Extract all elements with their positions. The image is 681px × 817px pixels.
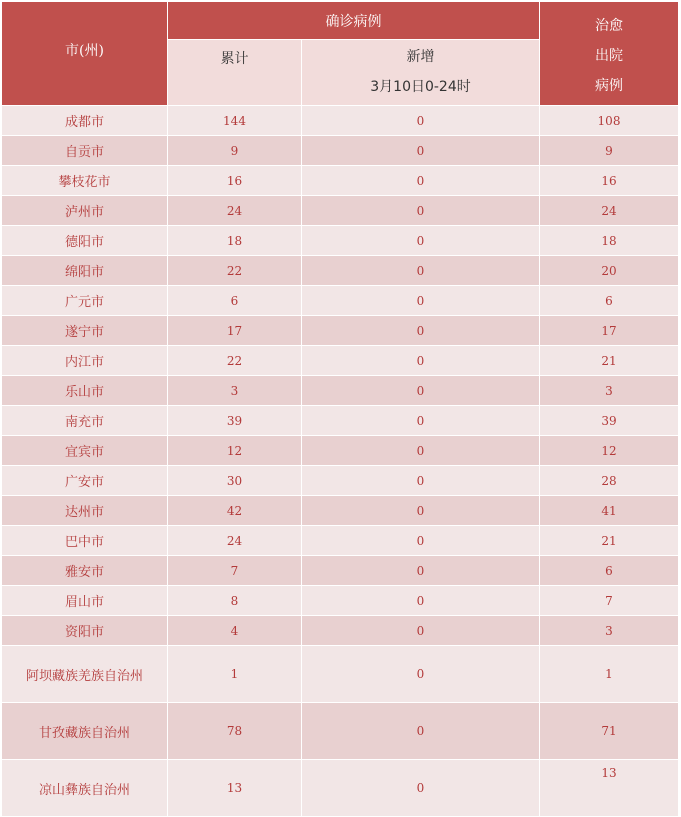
new-cell: 0 (302, 526, 540, 556)
cumulative-cell: 13 (168, 760, 302, 817)
city-cell: 巴中市 (2, 526, 168, 556)
cumulative-cell: 6 (168, 286, 302, 316)
recovered-cell: 1 (540, 646, 679, 703)
cumulative-cell: 18 (168, 226, 302, 256)
city-cell: 自贡市 (2, 136, 168, 166)
header-cumulative: 累计 (168, 40, 302, 106)
cumulative-cell: 4 (168, 616, 302, 646)
recovered-cell: 18 (540, 226, 679, 256)
new-cell: 0 (302, 376, 540, 406)
new-cell: 0 (302, 703, 540, 760)
recovered-cell: 9 (540, 136, 679, 166)
city-cell: 乐山市 (2, 376, 168, 406)
cumulative-cell: 3 (168, 376, 302, 406)
new-cell: 0 (302, 436, 540, 466)
recovered-cell: 12 (540, 436, 679, 466)
city-cell: 眉山市 (2, 586, 168, 616)
city-cell: 内江市 (2, 346, 168, 376)
recovered-cell: 17 (540, 316, 679, 346)
recovered-cell: 6 (540, 556, 679, 586)
city-cell: 绵阳市 (2, 256, 168, 286)
new-cell: 0 (302, 106, 540, 136)
header-recovered-line-1: 治愈 (595, 17, 623, 34)
cumulative-cell: 22 (168, 256, 302, 286)
city-cell: 广安市 (2, 466, 168, 496)
cumulative-cell: 78 (168, 703, 302, 760)
city-cell: 甘孜藏族自治州 (2, 703, 168, 760)
city-cell: 资阳市 (2, 616, 168, 646)
recovered-cell: 13 (540, 760, 679, 817)
city-cell: 宜宾市 (2, 436, 168, 466)
new-cell: 0 (302, 316, 540, 346)
recovered-cell: 21 (540, 346, 679, 376)
recovered-cell: 24 (540, 196, 679, 226)
new-cell: 0 (302, 346, 540, 376)
recovered-cell: 71 (540, 703, 679, 760)
new-cell: 0 (302, 166, 540, 196)
header-recovered-line-3: 病例 (595, 77, 623, 94)
cumulative-cell: 16 (168, 166, 302, 196)
cumulative-cell: 39 (168, 406, 302, 436)
cumulative-cell: 8 (168, 586, 302, 616)
city-cell: 达州市 (2, 496, 168, 526)
new-cell: 0 (302, 616, 540, 646)
header-city: 市(州) (2, 2, 168, 106)
city-cell: 遂宁市 (2, 316, 168, 346)
cumulative-cell: 17 (168, 316, 302, 346)
new-cell: 0 (302, 406, 540, 436)
city-cell: 凉山彝族自治州 (2, 760, 168, 817)
cumulative-cell: 9 (168, 136, 302, 166)
new-cell: 0 (302, 136, 540, 166)
city-cell: 泸州市 (2, 196, 168, 226)
new-cell: 0 (302, 496, 540, 526)
cumulative-cell: 30 (168, 466, 302, 496)
recovered-cell: 108 (540, 106, 679, 136)
cumulative-cell: 1 (168, 646, 302, 703)
cumulative-cell: 144 (168, 106, 302, 136)
cumulative-cell: 7 (168, 556, 302, 586)
city-cell: 广元市 (2, 286, 168, 316)
city-cell: 雅安市 (2, 556, 168, 586)
cumulative-cell: 12 (168, 436, 302, 466)
header-recovered-line-2: 出院 (595, 47, 623, 64)
recovered-cell: 16 (540, 166, 679, 196)
new-cell: 0 (302, 286, 540, 316)
recovered-cell: 3 (540, 616, 679, 646)
recovered-cell: 41 (540, 496, 679, 526)
header-new-label: 新增 (406, 49, 435, 65)
recovered-cell: 7 (540, 586, 679, 616)
recovered-cell: 20 (540, 256, 679, 286)
cumulative-cell: 24 (168, 196, 302, 226)
city-cell: 南充市 (2, 406, 168, 436)
covid-cases-table (2, 2, 679, 817)
new-cell: 0 (302, 586, 540, 616)
cumulative-cell: 22 (168, 346, 302, 376)
new-cell: 0 (302, 646, 540, 703)
new-cell: 0 (302, 466, 540, 496)
recovered-cell: 28 (540, 466, 679, 496)
header-confirmed: 确诊病例 (168, 2, 540, 40)
header-date: 3月10日0-24时 (370, 79, 471, 95)
new-cell: 0 (302, 256, 540, 286)
city-cell: 阿坝藏族羌族自治州 (2, 646, 168, 703)
city-cell: 成都市 (2, 106, 168, 136)
recovered-cell: 6 (540, 286, 679, 316)
recovered-cell: 21 (540, 526, 679, 556)
header-recovered (540, 2, 679, 106)
new-cell: 0 (302, 196, 540, 226)
cumulative-cell: 42 (168, 496, 302, 526)
city-cell: 攀枝花市 (2, 166, 168, 196)
new-cell: 0 (302, 226, 540, 256)
new-cell: 0 (302, 760, 540, 817)
new-cell: 0 (302, 556, 540, 586)
city-cell: 德阳市 (2, 226, 168, 256)
header-new (302, 40, 540, 106)
cumulative-cell: 24 (168, 526, 302, 556)
recovered-cell: 39 (540, 406, 679, 436)
recovered-cell: 3 (540, 376, 679, 406)
